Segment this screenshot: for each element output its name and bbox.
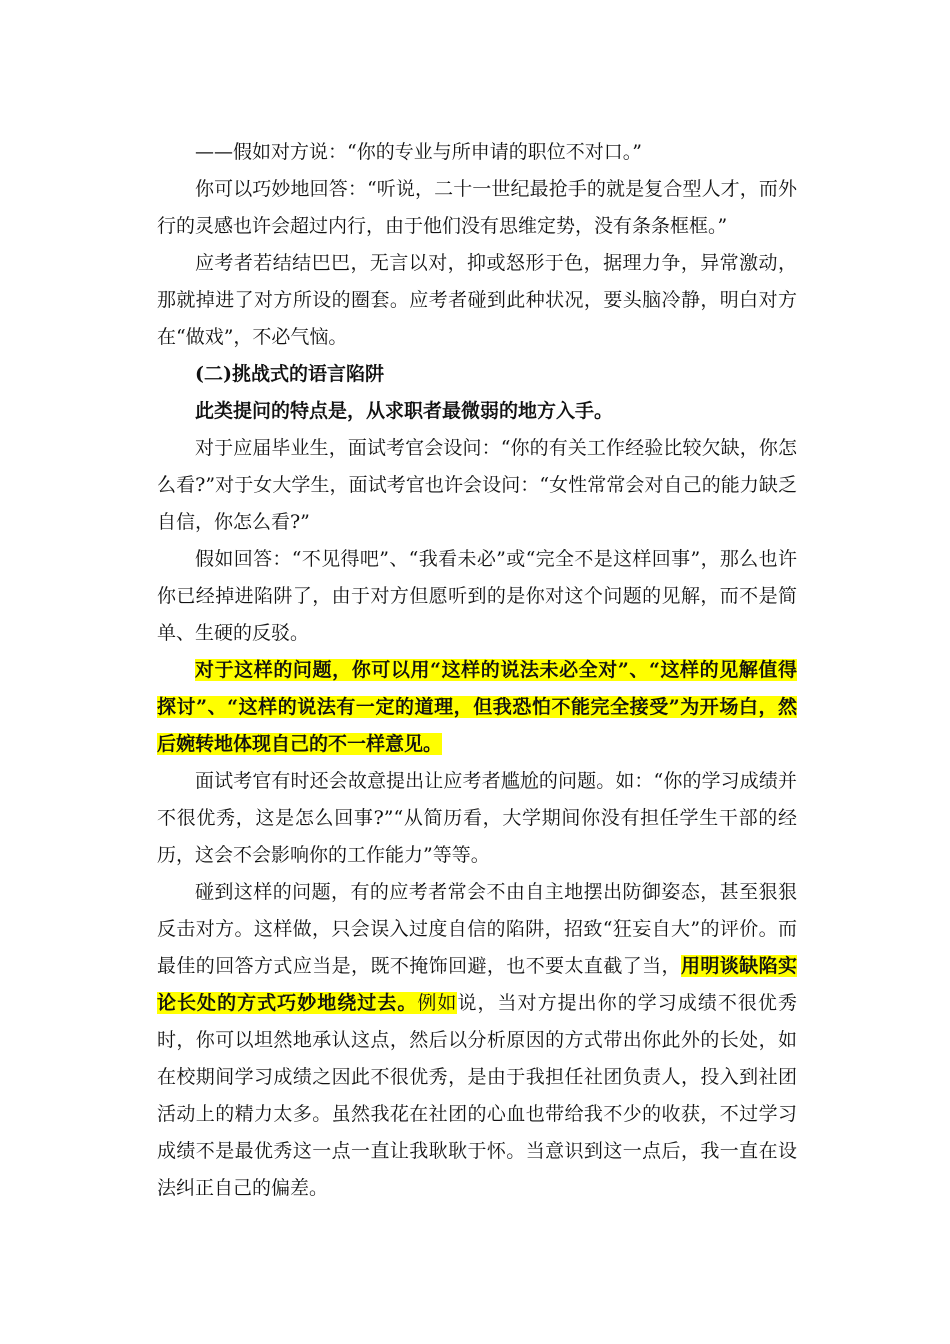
paragraph-suggested-answer: 你可以巧妙地回答：“听说，二十一世纪最抢手的就是复合型人才，而外行的灵感也许会超过内行，由于他们没有思维定势，没有条条框框。” bbox=[157, 178, 797, 237]
strategy-text-end: 说，当对方提出你的学习成绩不很优秀时，你可以坦然地承认这点，然后以分析原因的方式带出你此外的长处，如在校期间学习成绩之因此不很优秀，是由于我担任社团负责人，投入到社团活动上的精力太多。虽然我花在社团的心血也带给我不少的收获，不过学习成绩不是最优秀这一点一直让我耿耿于怀。当意识到这一点后，我一直在设法纠正自己的偏差。 bbox=[157, 992, 797, 1199]
document-body bbox=[157, 134, 797, 1207]
highlighted-strategy: 用明谈缺陷实论长处的方式巧妙地绕过去。 bbox=[157, 955, 797, 1014]
paragraph-example-questions: 对于应届毕业生，面试考官会设问：“你的有关工作经验比较欠缺，你怎么看?”对于女大学生，面试考官也许会设问：“女性常常会对自己的能力缺乏自信，你怎么看?” bbox=[157, 437, 797, 533]
paragraph-bad-response: 假如回答：“不见得吧”、“我看未必”或“完全不是这样回事”，那么也许你已经掉进陷阱了，由于对方但愿听到的是你对这个问题的见解，而不是简单、生硬的反驳。 bbox=[157, 548, 797, 644]
highlighted-example-word: 例如 bbox=[417, 992, 458, 1014]
highlighted-advice: 对于这样的问题，你可以用“这样的说法未必全对”、“这样的见解值得探讨”、“这样的说法有一定的道理，但我恐怕不能完全接受”为开场白，然后婉转地体现自己的不一样意见。 bbox=[157, 659, 797, 755]
paragraph-trap-warning: 应考者若结结巴巴，无言以对，抑或怒形于色，据理力争，异常激动，那就掉进了对方所设的圈套。应考者碰到此种状况，要头脑冷静，明白对方在“做戏”，不必气恼。 bbox=[157, 252, 797, 348]
strategy-text-start: 碰到这样的问题，有的应考者常会不由自主地摆出防御姿态，甚至狠狠反击对方。这样做，只会误入过度自信的陷阱，招致“狂妄自大”的评价。而最佳的回答方式应当是，既不掩饰回避，也不要太直截了当， bbox=[157, 881, 797, 977]
paragraph-answer-strategy bbox=[157, 874, 797, 1207]
paragraph-hypothetical-statement: ——假如对方说：“你的专业与所申请的职位不对口。” bbox=[195, 141, 642, 163]
paragraph-trait-summary: 此类提问的特点是，从求职者最微弱的地方入手。 bbox=[195, 400, 614, 422]
paragraph-awkward-questions: 面试考官有时还会故意提出让应考者尴尬的问题。如：“你的学习成绩并不很优秀，这是怎么回事?”“从简历看，大学期间你没有担任学生干部的经历，这会不会影响你的工作能力”等等。 bbox=[157, 770, 797, 866]
paragraph-recommended-opening bbox=[157, 652, 797, 763]
section-heading-challenge-trap: (二)挑战式的语言陷阱 bbox=[195, 363, 384, 385]
